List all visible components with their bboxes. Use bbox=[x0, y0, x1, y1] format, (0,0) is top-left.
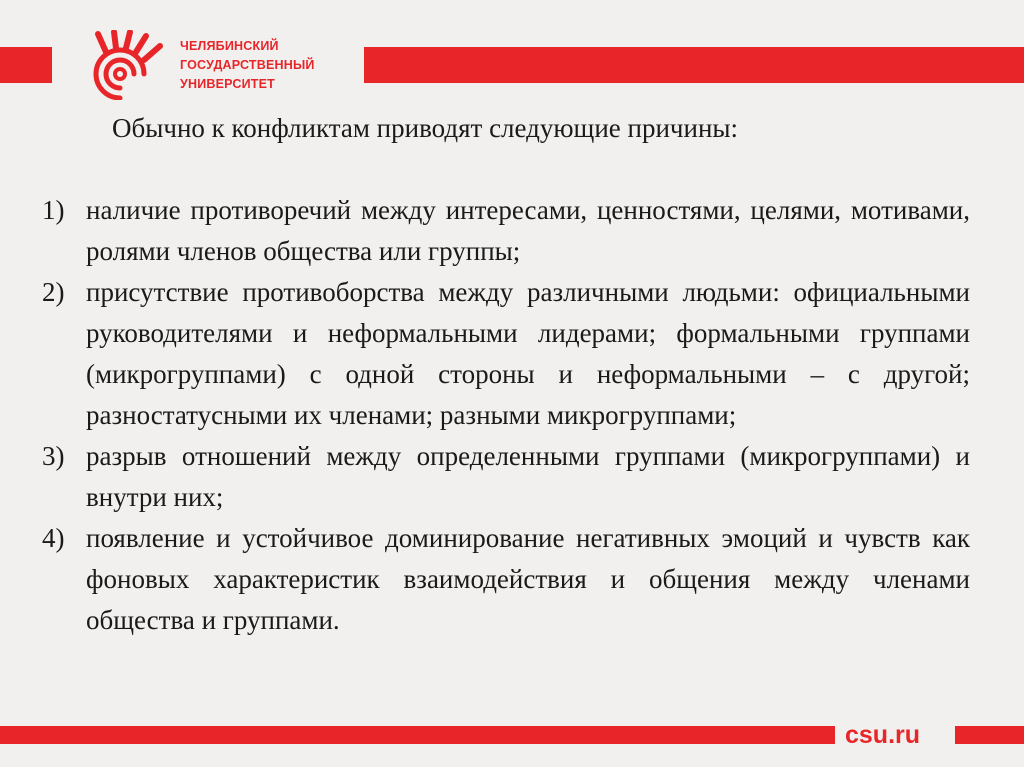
list-item-text: наличие противоречий между интересами, ценностями, целями, мотивами, ролями членов общества или группы; bbox=[86, 195, 970, 266]
list-item bbox=[42, 272, 970, 436]
top-bar-right bbox=[364, 47, 1024, 83]
university-name-line: УНИВЕРСИТЕТ bbox=[180, 77, 275, 91]
csu-logo-icon bbox=[82, 30, 172, 100]
top-bar-left bbox=[0, 47, 52, 83]
university-name bbox=[180, 37, 315, 94]
university-name-line: ГОСУДАРСТВЕННЫЙ bbox=[180, 58, 315, 72]
bottom-bar-right bbox=[955, 726, 1024, 744]
list-item-text: появление и устойчивое доминирование негативных эмоций и чувств как фоновых характеристик взаимодействия и общения между членами общества и группами. bbox=[86, 523, 970, 635]
list-item-text: присутствие противоборства между различными людьми: официальными руководителями и неформальными лидерами; формальными группами (микрогруппами) с одной стороны и неформальными – с другой; разностатусными их членами; разными микрогруппами; bbox=[86, 277, 970, 430]
list-item bbox=[42, 518, 970, 641]
university-name-line: ЧЕЛЯБИНСКИЙ bbox=[180, 39, 279, 53]
bottom-bar-left bbox=[0, 726, 835, 744]
list-item-number: 4) bbox=[42, 523, 65, 553]
causes-list bbox=[42, 190, 970, 641]
list-item-number: 3) bbox=[42, 441, 65, 471]
list-item-text: разрыв отношений между определенными группами (микрогруппами) и внутри них; bbox=[86, 441, 970, 512]
list-item bbox=[42, 190, 970, 272]
list-item-number: 2) bbox=[42, 277, 65, 307]
list-item bbox=[42, 436, 970, 518]
slide-heading: Обычно к конфликтам приводят следующие причины: bbox=[112, 113, 739, 143]
site-link[interactable]: csu.ru bbox=[845, 721, 921, 749]
list-item-number: 1) bbox=[42, 195, 65, 225]
